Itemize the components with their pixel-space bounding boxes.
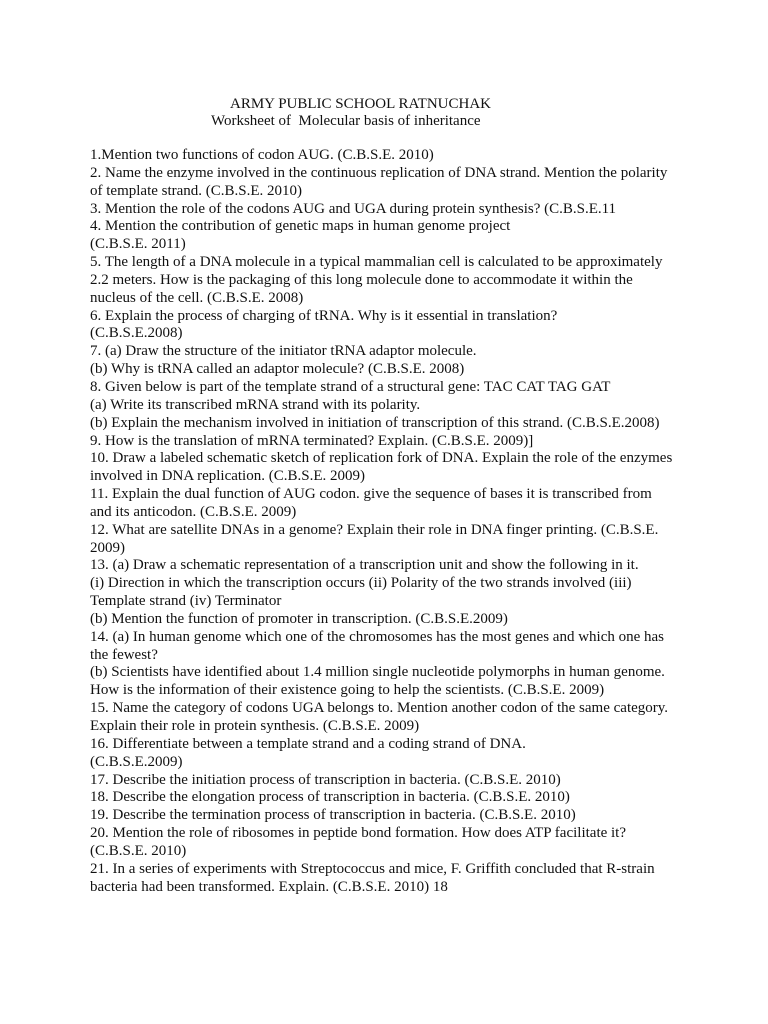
question-line: (b) Mention the function of promoter in transcription. (C.B.S.E.2009) — [90, 610, 508, 627]
question-line: 15. Name the category of codons UGA belongs to. Mention another codon of the same category. — [90, 700, 669, 717]
question-line: 17. Describe the initiation process of transcription in bacteria. (C.B.S.E. 2010) — [90, 771, 561, 788]
question-line: (a) Write its transcribed mRNA strand with its polarity. — [90, 396, 421, 413]
question-line: Explain their role in protein synthesis. (C.B.S.E. 2009) — [90, 718, 420, 734]
question-list — [90, 147, 690, 896]
question-line: of template strand. (C.B.S.E. 2010) — [90, 182, 303, 199]
question-line: 8. Given below is part of the template strand of a structural gene: TAC CAT TAG GAT — [90, 378, 611, 395]
question-line: 7. (a) Draw the structure of the initiator tRNA adaptor molecule. — [90, 343, 477, 360]
question-line: 2. Name the enzyme involved in the continuous replication of DNA strand. Mention the polarity — [90, 164, 668, 181]
question-line: (b) Explain the mechanism involved in initiation of transcription of this strand. (C.B.S.E.2008) — [90, 414, 660, 431]
question-line: bacteria had been transformed. Explain. (C.B.S.E. 2010) 18 — [90, 878, 448, 895]
question-line: 20. Mention the role of ribosomes in peptide bond formation. How does ATP facilitate it? — [90, 825, 627, 842]
question-line: 4. Mention the contribution of genetic maps in human genome project — [90, 218, 511, 235]
question-line: involved in DNA replication. (C.B.S.E. 2009) — [90, 468, 365, 485]
question-line: 2009) — [90, 539, 125, 556]
question-line: 3. Mention the role of the codons AUG and UGA during protein synthesis? (C.B.S.E.11 — [90, 200, 617, 217]
question-line: (C.B.S.E.2008) — [90, 325, 183, 342]
question-line: 21. In a series of experiments with Streptococcus and mice, F. Griffith concluded that R-strain — [90, 860, 655, 877]
question-line: 5. The length of a DNA molecule in a typical mammalian cell is calculated to be approximately — [90, 254, 663, 271]
question-line: (C.B.S.E.2009) — [90, 753, 183, 770]
question-line: Template strand (iv) Terminator — [90, 593, 282, 610]
question-line: (b) Scientists have identified about 1.4 million single nucleotide polymorphs in human genome. — [90, 664, 665, 681]
question-line: 19. Describe the termination process of transcription in bacteria. (C.B.S.E. 2010) — [90, 807, 576, 824]
question-line: How is the information of their existence going to help the scientists. (C.B.S.E. 2009) — [90, 682, 605, 699]
question-line: 11. Explain the dual function of AUG codon. give the sequence of bases it is transcribed from — [90, 486, 652, 503]
question-line: 10. Draw a labeled schematic sketch of replication fork of DNA. Explain the role of the enzymes — [90, 450, 673, 467]
question-line: 13. (a) Draw a schematic representation of a transcription unit and show the following in it. — [90, 557, 639, 574]
question-line: the fewest? — [90, 646, 158, 663]
question-line: (b) Why is tRNA called an adaptor molecule? (C.B.S.E. 2008) — [90, 361, 465, 378]
worksheet-subtitle: Worksheet of Molecular basis of inheritance — [211, 113, 481, 129]
question-line: (i) Direction in which the transcription occurs (ii) Polarity of the two strands involved (iii) — [90, 575, 632, 592]
question-line: 12. What are satellite DNAs in a genome? Explain their role in DNA finger printing. (C.B.S.E. — [90, 521, 659, 538]
question-line: 14. (a) In human genome which one of the chromosomes has the most genes and which one has — [90, 628, 665, 645]
question-line: (C.B.S.E. 2010) — [90, 842, 187, 859]
question-line: 6. Explain the process of charging of tRNA. Why is it essential in translation? — [90, 307, 558, 324]
question-line: 9. How is the translation of mRNA terminated? Explain. (C.B.S.E. 2009)] — [90, 432, 534, 449]
question-line: 18. Describe the elongation process of transcription in bacteria. (C.B.S.E. 2010) — [90, 789, 570, 806]
question-line: 16. Differentiate between a template strand and a coding strand of DNA. — [90, 735, 526, 752]
question-line: (C.B.S.E. 2011) — [90, 236, 186, 253]
school-title: ARMY PUBLIC SCHOOL RATNUCHAK — [230, 96, 491, 112]
question-line: 2.2 meters. How is the packaging of this long molecule done to accommodate it within the — [90, 271, 633, 288]
question-line: nucleus of the cell. (C.B.S.E. 2008) — [90, 289, 304, 306]
question-line: 1.Mention two functions of codon AUG. (C.B.S.E. 2010) — [90, 147, 434, 163]
question-line: and its anticodon. (C.B.S.E. 2009) — [90, 503, 297, 520]
